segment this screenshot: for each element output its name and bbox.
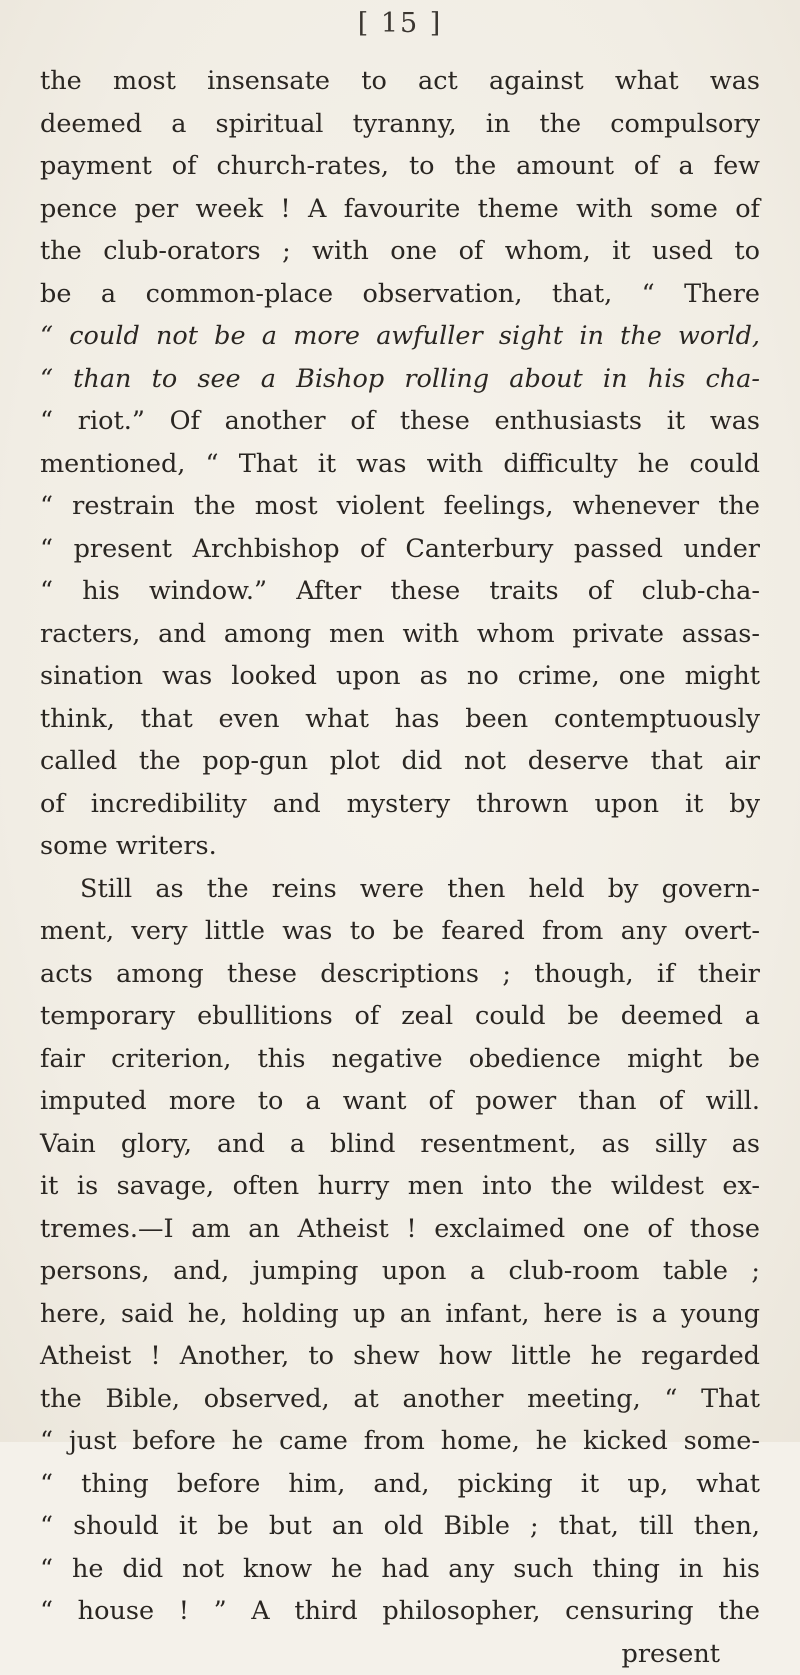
text-line-24: fair criterion, this negative obedience might be [40,1038,760,1081]
text-line-11: “ restrain the most violent feelings, whenever the [40,485,760,528]
text-line-5: the club-orators ; with one of whom, it used to [40,230,760,273]
text-line-2: deemed a spiritual tyranny, in the compulsory [40,103,760,146]
text-line-17: called the pop-gun plot did not deserve that air [40,740,760,783]
text-line-9: “ riot.” Of another of these enthusiasts it was [40,400,760,443]
text-line-32: the Bible, observed, at another meeting, “ That [40,1378,760,1421]
text-line-31: Atheist ! Another, to shew how little he regarded [40,1335,760,1378]
text-line-27: it is savage, often hurry men into the wildest ex- [40,1165,760,1208]
text-line-18: of incredibility and mystery thrown upon it by [40,783,760,826]
text-line-20: Still as the reins were then held by govern- [40,868,760,911]
text-line-29: persons, and, jumping upon a club-room table ; [40,1250,760,1293]
text-line-22: acts among these descriptions ; though, if their [40,953,760,996]
text-line-34: “ thing before him, and, picking it up, what [40,1463,760,1506]
text-line-6: be a common-place observation, that, “ There [40,273,760,316]
text-line-25: imputed more to a want of power than of will. [40,1080,760,1123]
text-line-33: “ just before he came from home, he kicked some- [40,1420,760,1463]
text-line-8: “ than to see a Bishop rolling about in his cha- [40,358,760,401]
text-line-35: “ should it be but an old Bible ; that, till then, [40,1505,760,1548]
text-line-28: tremes.—I am an Atheist ! exclaimed one of those [40,1208,760,1251]
text-line-23: temporary ebullitions of zeal could be deemed a [40,995,760,1038]
text-line-26: Vain glory, and a blind resentment, as silly as [40,1123,760,1166]
text-line-36: “ he did not know he had any such thing in his [40,1548,760,1591]
text-line-14: racters, and among men with whom private assas- [40,613,760,656]
text-line-12: “ present Archbishop of Canterbury passed under [40,528,760,571]
text-line-1: the most insensate to act against what was [40,60,760,103]
text-line-13: “ his window.” After these traits of club-cha- [40,570,760,613]
text-line-16: think, that even what has been contemptuously [40,698,760,741]
catchword: present [40,1633,760,1675]
text-line-19: some writers. [40,825,760,868]
text-line-21: ment, very little was to be feared from any overt- [40,910,760,953]
text-line-4: pence per week ! A favourite theme with some of [40,188,760,231]
text-line-30: here, said he, holding up an infant, here is a young [40,1293,760,1336]
body-text [40,60,760,1675]
text-line-3: payment of church-rates, to the amount of a few [40,145,760,188]
text-line-15: sination was looked upon as no crime, one might [40,655,760,698]
text-line-7: “ could not be a more awfuller sight in the world, [40,315,760,358]
text-line-10: mentioned, “ That it was with difficulty he could [40,443,760,486]
text-line-37: “ house ! ” A third philosopher, censuring the [40,1590,760,1633]
page-number: [ 15 ] [0,8,800,39]
